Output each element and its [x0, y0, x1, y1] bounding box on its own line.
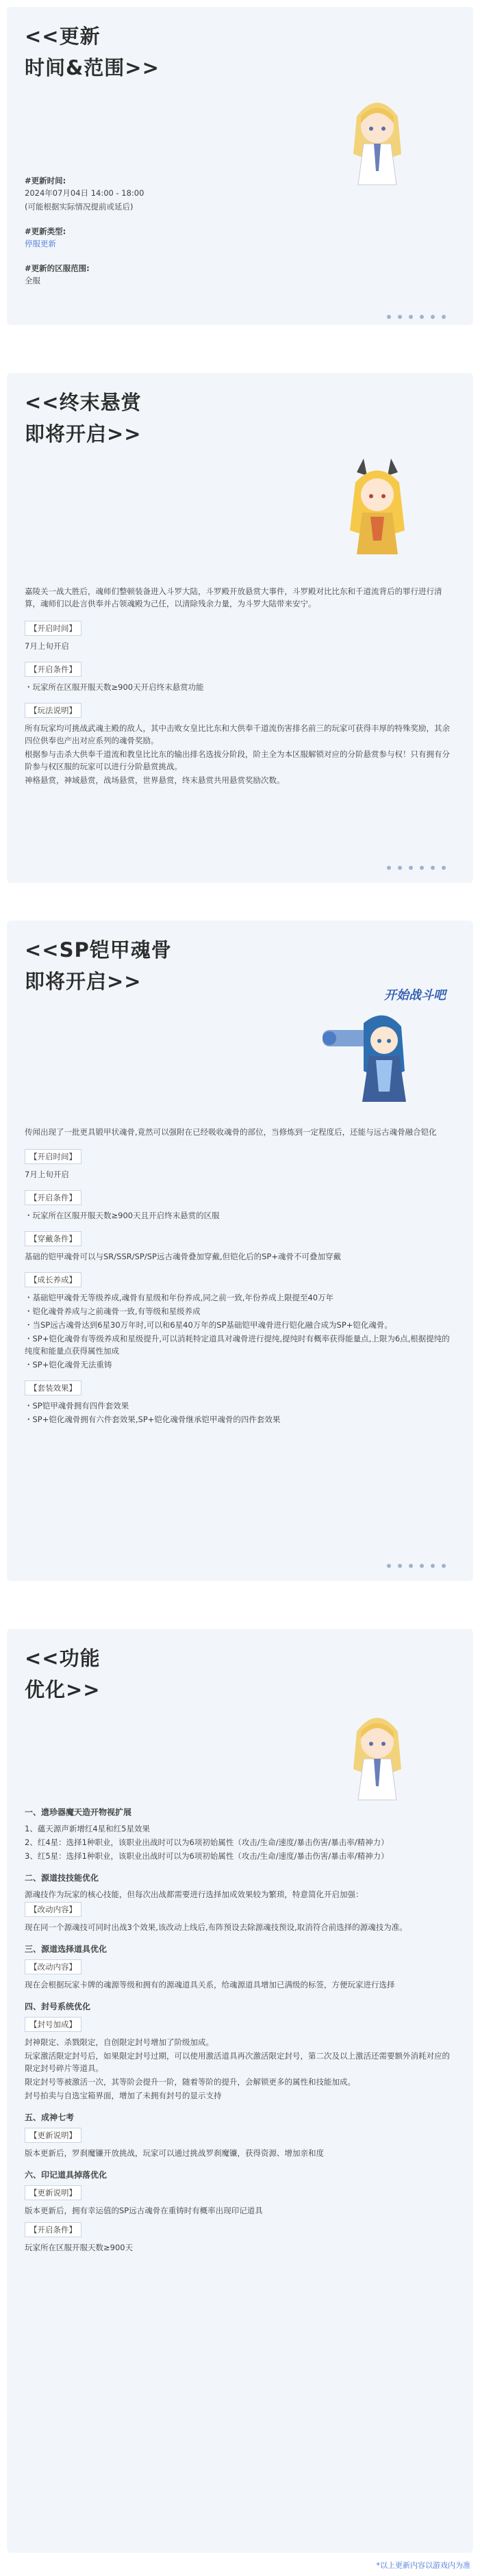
horned-character-icon: [336, 455, 418, 558]
update-time-note: (可能根据实际情况提前或延后): [25, 202, 134, 211]
opt-s4-box: 【封号加成】: [25, 2017, 81, 2032]
bounty-open-cond-value: ・玩家所在区服开服天数≥900天开启终末悬赏功能: [25, 682, 204, 692]
opt-s5-box: 【更新说明】: [25, 2128, 81, 2143]
opt-s4-3: 限定封号等被激活一次，其等阶会提升一阶，随着等阶的提升，会解锁更多的属性和技能加成。: [25, 2077, 355, 2087]
sp-grow-4: ・SP+铠化魂骨有等级养成和星级提升,可以消耗特定道具对魂骨进行提纯,提纯时有概率获得能量点,上限为6点,根据提纯的纯度和能量点获得属性加成: [25, 1334, 450, 1356]
page-dots: [387, 866, 446, 871]
bounty-rule-1: 所有玩家均可挑战武魂主殿的敌人，其中击败女皇比比东和大供奉千道流伤害排名前三的玩家可获得丰厚的特殊奖励，其余四位供奉也产出对应系列的魂骨奖励。: [25, 723, 450, 745]
bounty-title: [25, 387, 142, 450]
bounty-card: [7, 373, 473, 883]
bounty-body: [25, 585, 455, 788]
sp-set-1: ・SP铠甲魂骨拥有四件套效果: [25, 1401, 129, 1411]
update-scope-value: 全服: [25, 276, 40, 285]
sp-grow-1: ・基础铠甲魂骨无等级养成,魂骨有星级和年份养成,同之前一致,年份养成上限提至40万年: [25, 1293, 334, 1302]
sp-grow-2: ・铠化魂骨养成与之前魂骨一致,有等级和星级养成: [25, 1306, 201, 1316]
bounty-open-time-value: 7月上旬开启: [25, 641, 69, 651]
opt-card: [7, 1629, 473, 2553]
update-type-label: #更新类型:: [25, 227, 66, 236]
opt-s1-title: 一、遗珍器魔天造开物视扩展: [25, 1807, 132, 1817]
sp-title: [25, 934, 172, 997]
sp-grow-5: ・SP+铠化魂骨无法重铸: [25, 1360, 112, 1369]
update-title: [25, 21, 160, 83]
opt-s1-1: 1、蘊天源声新增红4星和红5星效果: [25, 1824, 150, 1833]
update-title-line1: <<更新: [25, 25, 101, 48]
update-type-value: 停服更新: [25, 239, 56, 248]
update-scope-label: #更新的区服范围:: [25, 263, 90, 273]
update-time-label: #更新时间:: [25, 176, 66, 185]
sp-open-time-value: 7月上旬开启: [25, 1170, 69, 1179]
opt-s1-2: 2、红4星：选择1种职业，该职业出战时可以为6项初始属性（攻击/生命/速度/暴击伤害/暴击率/精神力）: [25, 1838, 389, 1847]
sp-wear-label: 【穿戴条件】: [25, 1231, 81, 1246]
sp-open-time-label: 【开启时间】: [25, 1149, 81, 1164]
opt-s2-title: 二、源道技技能优化: [25, 1873, 99, 1883]
opt-s6-box: 【更新说明】: [25, 2185, 81, 2200]
opt-s5-1: 版本更新后，罗刹魔镰开放挑战，玩家可以通过挑战罗刹魔镰，获得资源、增加亲和度: [25, 2148, 324, 2158]
sp-grow-label: 【成长养成】: [25, 1272, 81, 1287]
opt-body: [25, 1796, 455, 2255]
sp-title-line2: 即将开启>>: [25, 970, 142, 993]
sp-banner: 开始战斗吧: [384, 988, 446, 1003]
opt-title: [25, 1643, 101, 1705]
opt-title-line2: 优化>>: [25, 1678, 101, 1701]
sp-open-cond-value: ・玩家所在区服开服天数≥900天且开启终末悬赏的区服: [25, 1211, 220, 1220]
opt-s2-1: 现在同一个源魂技可同时出战3个效果,该改动上线后,布阵预设去除源魂技预设,取消符合前选择的源魂技为准。: [25, 1922, 407, 1932]
bounty-rule-2: 根据参与击杀大供奉千道流和教皇比比东的输出排名选拔分阶段，阶主全为本区服解锁对应的分阶悬赏参与权！只有拥有分阶参与权区服的玩家可以进行分阶悬赏挑战。: [25, 749, 450, 771]
update-card: [7, 7, 473, 325]
sp-grow-3: ・当SP远古魂骨达到6星30万年时,可以和6星40万年的SP基础铠甲魂骨进行铠化融合成为SP+铠化魂骨。: [25, 1320, 392, 1330]
sp-set-2: ・SP+铠化魂骨拥有六件套效果,SP+铠化魂骨继承铠甲魂骨的四件套效果: [25, 1415, 281, 1424]
opt-s3-box: 【改动内容】: [25, 1959, 81, 1974]
opt-s4-4: 封号拍卖与自选宝箱界面，增加了未拥有封号的显示支持: [25, 2091, 222, 2100]
footnote: *以上更新内容以游戏内为准: [376, 2561, 470, 2570]
sp-title-line1: <<SP铠甲魂骨: [25, 938, 172, 962]
opt-s5-title: 五、成神七考: [25, 2113, 75, 2122]
opt-s2-box: 【改动内容】: [25, 1902, 81, 1917]
opt-s6-title: 六、印记道具掉落优化: [25, 2170, 108, 2180]
sp-card: [7, 920, 473, 1581]
mech-armor-character-icon: [316, 1003, 425, 1105]
page-dots: [387, 315, 446, 320]
page-dots: [387, 1564, 446, 1569]
opt-s6-box2: 【开启条件】: [25, 2222, 81, 2237]
sp-set-label: 【套装效果】: [25, 1380, 81, 1395]
bounty-rule-label: 【玩法说明】: [25, 703, 81, 718]
opt-s6-1: 版本更新后，拥有幸运值的SP远古魂骨在重铸时有概率出现印记道具: [25, 2206, 263, 2215]
opt-s4-2: 玩家激活限定封号后，如果限定封号过期，可以使用激活道具再次激活限定封号，第二次及以上激活还需要额外消耗对应的限定封号碎片等道具。: [25, 2051, 450, 2073]
sp-open-cond-label: 【开启条件】: [25, 1190, 81, 1205]
opt-s4-1: 封神限定、杀戮限定，自创限定封号增加了阶级加成。: [25, 2037, 214, 2047]
opt-s2-intro: 源魂技作为玩家的核心技能，但每次出战都需要进行选择加成效果较为繁琐，特意简化开启加强：: [25, 1890, 364, 1899]
update-time-value: 2024年07月04日 14:00 - 18:00: [25, 188, 144, 198]
opt-s1-3: 3、红5星：选择1种职业，该职业出战时可以为6项初始属性（攻击/生命/速度/暴击伤害/暴击率/精神力）: [25, 1851, 389, 1861]
sp-wear-value: 基础的铠甲魂骨可以与SR/SSR/SP/SP远古魂骨叠加穿戴,但铠化后的SP+魂骨不可叠加穿戴: [25, 1252, 341, 1261]
bounty-open-cond-label: 【开启条件】: [25, 662, 81, 677]
bounty-rule-3: 神格悬赏，神域悬赏，战场悬赏，世界悬赏，终末悬赏共用悬赏奖励次数。: [25, 775, 285, 785]
blonde-character-icon: [336, 1704, 418, 1807]
sp-body: [25, 1126, 455, 1427]
bounty-title-line1: <<终末悬赏: [25, 391, 142, 414]
opt-s6-2: 玩家所在区服开服天数≥900天: [25, 2243, 134, 2252]
update-title-line2: 时间&范围>>: [25, 56, 160, 79]
opt-title-line1: <<功能: [25, 1647, 101, 1670]
bounty-intro: 嘉陵关一战大胜后，魂师们整顿装备进入斗罗大陆，斗罗殿开放悬赏大事件，斗罗殿对比比东和千道流背后的罪行进行清算，魂师们以赴言供奉并占领魂殿为己任，以清除残余力量，为斗罗大陆带来安宁。: [25, 587, 442, 608]
opt-s3-1: 现在会根据玩家卡牌的魂源等级和拥有的源魂道具关系，给魂源道具增加已满级的标签，方便玩家进行选择: [25, 1980, 395, 1989]
sp-intro: 传闻出现了一批更具锻甲状魂骨,竟然可以强附在已经吸收魂骨的部位，当修炼到一定程度后，还能与远古魂骨融合铠化: [25, 1127, 437, 1137]
bounty-open-time-label: 【开启时间】: [25, 621, 81, 636]
opt-s4-title: 四、封号系统优化: [25, 2002, 91, 2011]
bounty-title-line2: 即将开启>>: [25, 422, 142, 446]
opt-s3-title: 三、源道选择道具优化: [25, 1944, 108, 1954]
update-body: [25, 175, 455, 288]
